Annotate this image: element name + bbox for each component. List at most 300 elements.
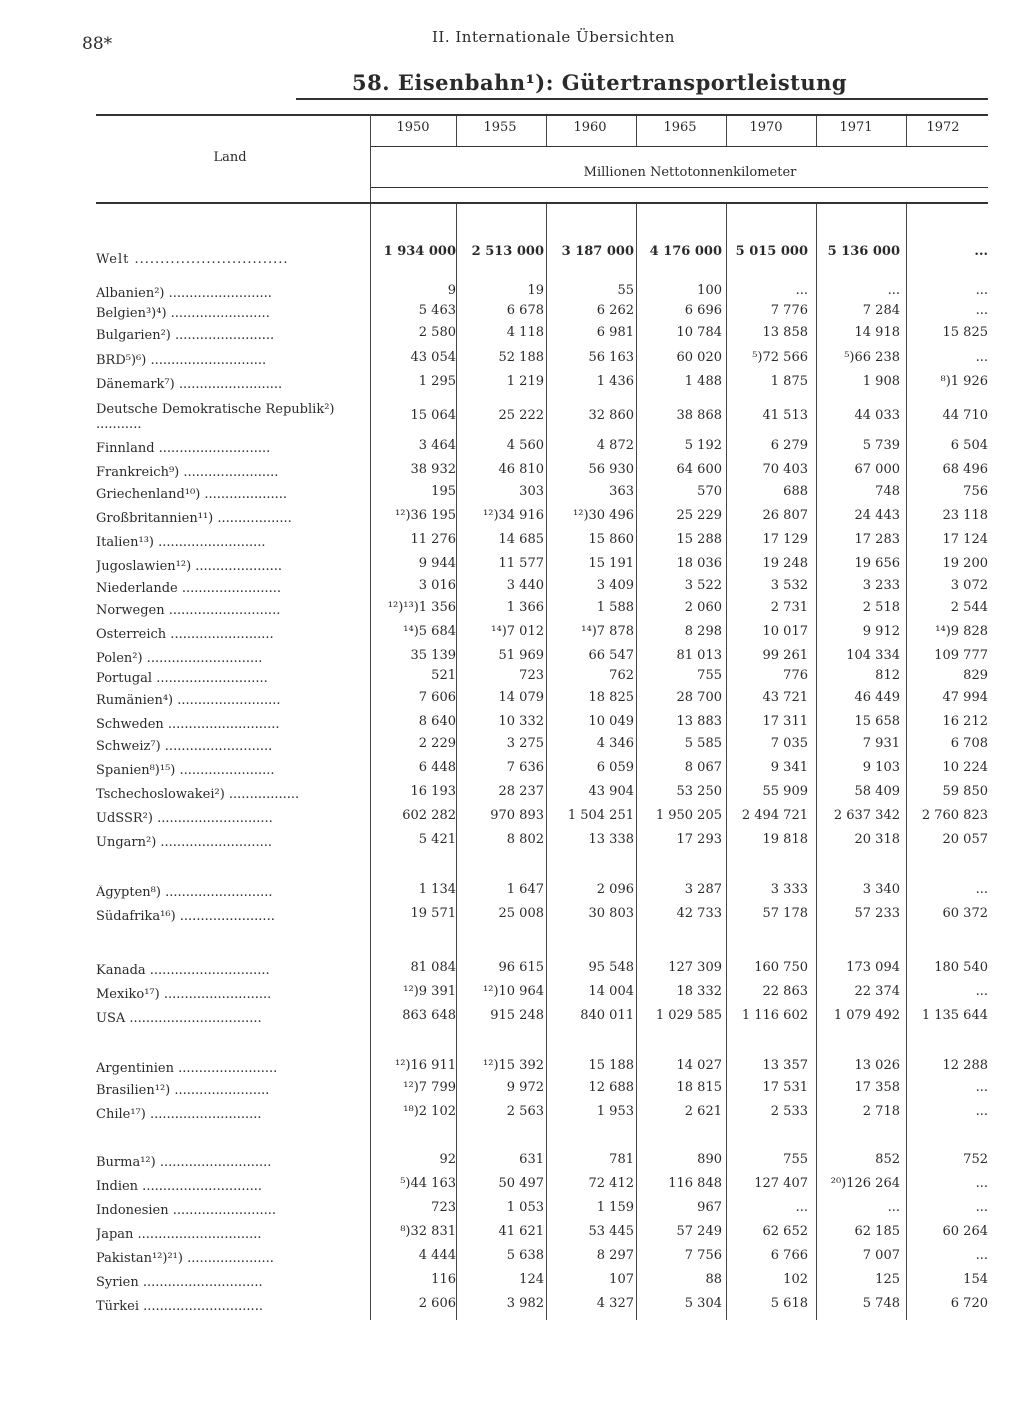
value-cell: ... [887, 283, 900, 298]
table-row [0, 484, 1024, 506]
country-name: Indonesien ......................... [96, 1203, 277, 1218]
value-cell: 7 636 [506, 760, 544, 775]
table-row [0, 532, 1024, 554]
value-cell: 1 295 [418, 374, 456, 389]
value-cell: 18 825 [588, 690, 634, 705]
value-cell: 688 [783, 484, 808, 499]
table-row [0, 508, 1024, 530]
value-cell: 17 129 [762, 532, 808, 547]
value-cell: 5 421 [418, 832, 456, 847]
value-cell: 56 930 [588, 462, 634, 477]
country-name: Deutsche Demokratische Republik²) ........... [96, 402, 335, 432]
table-row [0, 714, 1024, 736]
header-column-divider [816, 116, 817, 146]
value-cell: 863 648 [402, 1008, 456, 1023]
table-row [0, 402, 1024, 432]
value-cell: 17 124 [942, 532, 988, 547]
value-cell: 570 [697, 484, 722, 499]
value-cell: 10 332 [498, 714, 544, 729]
value-cell: ¹²)30 496 [573, 508, 634, 523]
value-cell: 723 [431, 1200, 456, 1215]
value-cell: 56 163 [588, 350, 634, 365]
value-cell: 127 309 [668, 960, 722, 975]
table-row [0, 832, 1024, 854]
value-cell: 13 338 [588, 832, 634, 847]
country-name: Kanada ............................. [96, 963, 270, 978]
table-row [0, 808, 1024, 830]
country-name: BRD⁵)⁶) ............................ [96, 353, 267, 368]
value-cell: ¹⁴)7 012 [491, 624, 544, 639]
value-cell: 5 585 [684, 736, 722, 751]
table-row [0, 1080, 1024, 1102]
value-cell: 1 134 [418, 882, 456, 897]
value-cell: 15 658 [854, 714, 900, 729]
value-cell: 43 054 [410, 350, 456, 365]
country-name: Brasilien¹²) ....................... [96, 1083, 270, 1098]
value-cell: 116 [431, 1272, 456, 1287]
value-cell: ¹²)16 911 [395, 1058, 456, 1073]
value-cell: 3 532 [770, 578, 808, 593]
value-cell: 32 860 [588, 408, 634, 423]
value-cell: 17 358 [854, 1080, 900, 1095]
value-cell: 67 000 [854, 462, 900, 477]
value-cell: 17 283 [854, 532, 900, 547]
value-cell: ¹⁴)5 684 [403, 624, 456, 639]
value-cell: ... [975, 1200, 988, 1215]
value-cell: 15 860 [588, 532, 634, 547]
value-cell: 4 327 [596, 1296, 634, 1311]
value-cell: 8 640 [418, 714, 456, 729]
value-cell: 19 200 [942, 556, 988, 571]
value-cell: 60 020 [676, 350, 722, 365]
table-row [0, 1008, 1024, 1030]
table-row [0, 736, 1024, 758]
value-cell: 1 875 [770, 374, 808, 389]
value-cell: 2 513 000 [471, 244, 544, 259]
value-cell: 14 004 [588, 984, 634, 999]
value-cell: 8 298 [684, 624, 722, 639]
value-cell: 3 287 [684, 882, 722, 897]
value-cell: 1 488 [684, 374, 722, 389]
value-cell: 6 696 [684, 303, 722, 318]
value-cell: ... [975, 882, 988, 897]
value-cell: 109 777 [934, 648, 988, 663]
value-cell: 38 868 [676, 408, 722, 423]
table-row [0, 690, 1024, 712]
value-cell: ⁸)1 926 [940, 374, 988, 389]
page-number: 88* [82, 34, 113, 54]
value-cell: 28 237 [498, 784, 544, 799]
country-name: Südafrika¹⁶) ....................... [96, 909, 275, 924]
value-cell: 44 033 [854, 408, 900, 423]
country-name: Albanien²) ......................... [96, 286, 272, 301]
value-cell: 967 [697, 1200, 722, 1215]
country-name: Ungarn²) ........................... [96, 835, 272, 850]
value-cell: ... [975, 303, 988, 318]
table-row [0, 374, 1024, 396]
value-cell: 64 600 [676, 462, 722, 477]
value-cell: ¹⁴)9 828 [935, 624, 988, 639]
value-cell: 41 621 [498, 1224, 544, 1239]
value-cell: 15 064 [410, 408, 456, 423]
value-cell: 15 288 [676, 532, 722, 547]
value-cell: ²⁰)126 264 [830, 1176, 900, 1191]
value-cell: 2 494 721 [741, 808, 808, 823]
unit-header: Millionen Nettotonnenkilometer [583, 165, 797, 180]
value-cell: 2 563 [506, 1104, 544, 1119]
table-row [0, 1296, 1024, 1318]
value-cell: 70 403 [762, 462, 808, 477]
table-row [0, 668, 1024, 690]
value-cell: 9 [447, 283, 456, 298]
value-cell: 723 [519, 668, 544, 683]
value-cell: 7 284 [862, 303, 900, 318]
value-cell: ... [975, 350, 988, 365]
value-cell: 1 219 [506, 374, 544, 389]
value-cell: 25 222 [498, 408, 544, 423]
value-cell: ... [974, 244, 988, 259]
value-cell: 7 931 [862, 736, 900, 751]
value-cell: 96 615 [498, 960, 544, 975]
value-cell: 829 [963, 668, 988, 683]
value-cell: 1 159 [596, 1200, 634, 1215]
value-cell: 1 588 [596, 600, 634, 615]
value-cell: 47 994 [942, 690, 988, 705]
value-cell: ... [975, 984, 988, 999]
value-cell: 11 577 [498, 556, 544, 571]
body-top-rule [96, 202, 988, 204]
header-column-divider [726, 116, 727, 146]
value-cell: 19 248 [762, 556, 808, 571]
value-cell: 116 848 [668, 1176, 722, 1191]
header-top-rule [96, 114, 988, 116]
value-cell: 776 [783, 668, 808, 683]
country-name: Niederlande ........................ [96, 581, 282, 596]
value-cell: ... [795, 1200, 808, 1215]
value-cell: 19 818 [762, 832, 808, 847]
value-cell: 970 893 [490, 808, 544, 823]
value-cell: 852 [875, 1152, 900, 1167]
value-cell: 9 341 [770, 760, 808, 775]
value-cell: 19 [527, 283, 544, 298]
country-name: Japan .............................. [96, 1227, 262, 1242]
value-cell: 6 504 [950, 438, 988, 453]
value-cell: 10 224 [942, 760, 988, 775]
value-cell: 11 276 [410, 532, 456, 547]
table-row [0, 1152, 1024, 1174]
value-cell: 4 346 [596, 736, 634, 751]
value-cell: 46 810 [498, 462, 544, 477]
value-cell: ¹²)15 392 [483, 1058, 544, 1073]
value-cell: ¹⁴)7 878 [581, 624, 634, 639]
table-row [0, 960, 1024, 982]
value-cell: 755 [697, 668, 722, 683]
value-cell: 107 [609, 1272, 634, 1287]
country-name: Portugal ........................... [96, 671, 268, 686]
value-cell: 890 [697, 1152, 722, 1167]
value-cell: 58 409 [854, 784, 900, 799]
value-cell: 4 176 000 [649, 244, 722, 259]
table-row [0, 1200, 1024, 1222]
value-cell: 3 275 [506, 736, 544, 751]
value-cell: 6 720 [950, 1296, 988, 1311]
value-cell: 42 733 [676, 906, 722, 921]
value-cell: 22 863 [762, 984, 808, 999]
running-head: II. Internationale Übersichten [432, 28, 675, 46]
table-row [0, 600, 1024, 622]
country-name: Ägypten⁸) .......................... [96, 885, 273, 900]
value-cell: 1 647 [506, 882, 544, 897]
country-name: Chile¹⁷) ........................... [96, 1107, 262, 1122]
value-cell: 3 409 [596, 578, 634, 593]
value-cell: 15 825 [942, 325, 988, 340]
country-name: Mexiko¹⁷) .......................... [96, 987, 272, 1002]
value-cell: 23 118 [942, 508, 988, 523]
value-cell: 840 011 [580, 1008, 634, 1023]
value-cell: ⁸)32 831 [400, 1224, 456, 1239]
year-header: 1970 [749, 120, 783, 135]
value-cell: 4 560 [506, 438, 544, 453]
value-cell: 124 [519, 1272, 544, 1287]
value-cell: ¹²)9 391 [403, 984, 456, 999]
value-cell: 88 [705, 1272, 722, 1287]
value-cell: 2 637 342 [833, 808, 900, 823]
value-cell: 9 103 [862, 760, 900, 775]
year-header: 1965 [663, 120, 697, 135]
country-name: Griechenland¹⁰) .................... [96, 487, 288, 502]
table-row [0, 1058, 1024, 1080]
value-cell: 30 803 [588, 906, 634, 921]
top-rule [296, 98, 988, 100]
table-row [0, 350, 1024, 372]
country-name: Spanien⁸)¹⁵) ....................... [96, 763, 275, 778]
value-cell: ¹²)7 799 [403, 1080, 456, 1095]
table-row [0, 648, 1024, 670]
country-name: Österreich ......................... [96, 627, 274, 642]
value-cell: 125 [875, 1272, 900, 1287]
value-cell: 92 [439, 1152, 456, 1167]
value-cell: 3 333 [770, 882, 808, 897]
country-name: Burma¹²) ........................... [96, 1155, 272, 1170]
value-cell: 10 784 [676, 325, 722, 340]
year-header: 1950 [396, 120, 430, 135]
table-row [0, 578, 1024, 600]
value-cell: 12 688 [588, 1080, 634, 1095]
table-row [0, 1104, 1024, 1126]
country-name: UdSSR²) ............................ [96, 811, 273, 826]
header-column-divider [906, 116, 907, 146]
value-cell: 812 [875, 668, 900, 683]
value-cell: 6 059 [596, 760, 634, 775]
value-cell: 755 [783, 1152, 808, 1167]
value-cell: 104 334 [846, 648, 900, 663]
value-cell: 3 982 [506, 1296, 544, 1311]
value-cell: 28 700 [676, 690, 722, 705]
value-cell: 57 178 [762, 906, 808, 921]
value-cell: 3 340 [862, 882, 900, 897]
table-row [0, 1224, 1024, 1246]
value-cell: 6 448 [418, 760, 456, 775]
value-cell: 5 192 [684, 438, 722, 453]
year-header: 1960 [573, 120, 607, 135]
value-cell: 9 912 [862, 624, 900, 639]
year-header: 1971 [839, 120, 873, 135]
value-cell: 1 116 602 [741, 1008, 808, 1023]
value-cell: 25 229 [676, 508, 722, 523]
value-cell: 62 185 [854, 1224, 900, 1239]
value-cell: ⁵)66 238 [844, 350, 900, 365]
value-cell: 3 440 [506, 578, 544, 593]
value-cell: 3 233 [862, 578, 900, 593]
country-name: Italien¹³) .......................... [96, 535, 266, 550]
value-cell: 14 685 [498, 532, 544, 547]
value-cell: 2 760 823 [921, 808, 988, 823]
value-cell: 2 718 [862, 1104, 900, 1119]
value-cell: ¹⁸)2 102 [403, 1104, 456, 1119]
value-cell: 915 248 [490, 1008, 544, 1023]
value-cell: 8 802 [506, 832, 544, 847]
value-cell: 53 445 [588, 1224, 634, 1239]
value-cell: 10 049 [588, 714, 634, 729]
value-cell: 20 057 [942, 832, 988, 847]
value-cell: 5 463 [418, 303, 456, 318]
value-cell: 18 036 [676, 556, 722, 571]
value-cell: 5 638 [506, 1248, 544, 1263]
value-cell: 1 029 585 [655, 1008, 722, 1023]
country-name: Frankreich⁹) ....................... [96, 465, 279, 480]
value-cell: 60 372 [942, 906, 988, 921]
table-row [0, 624, 1024, 646]
table-row [0, 1248, 1024, 1270]
value-cell: 4 872 [596, 438, 634, 453]
value-cell: 19 571 [410, 906, 456, 921]
table-row [0, 784, 1024, 806]
value-cell: 173 094 [846, 960, 900, 975]
value-cell: 2 621 [684, 1104, 722, 1119]
value-cell: 180 540 [934, 960, 988, 975]
value-cell: 59 850 [942, 784, 988, 799]
value-cell: ⁵)44 163 [400, 1176, 456, 1191]
header-bottom-rule [370, 187, 988, 188]
value-cell: 8 067 [684, 760, 722, 775]
table-row [0, 325, 1024, 347]
value-cell: 1 436 [596, 374, 634, 389]
value-cell: 52 188 [498, 350, 544, 365]
value-cell: 68 496 [942, 462, 988, 477]
value-cell: 5 015 000 [735, 244, 808, 259]
value-cell: 95 548 [588, 960, 634, 975]
value-cell: 14 079 [498, 690, 544, 705]
value-cell: 521 [431, 668, 456, 683]
value-cell: 1 953 [596, 1104, 634, 1119]
value-cell: 5 748 [862, 1296, 900, 1311]
value-cell: 100 [697, 283, 722, 298]
value-cell: 7 007 [862, 1248, 900, 1263]
value-cell: 5 739 [862, 438, 900, 453]
value-cell: 4 444 [418, 1248, 456, 1263]
value-cell: 17 531 [762, 1080, 808, 1095]
value-cell: 14 918 [854, 325, 900, 340]
country-name: Norwegen ........................... [96, 603, 281, 618]
value-cell: 756 [963, 484, 988, 499]
value-cell: 8 297 [596, 1248, 634, 1263]
table-row [0, 303, 1024, 325]
value-cell: ¹²)34 916 [483, 508, 544, 523]
value-cell: 2 533 [770, 1104, 808, 1119]
country-name: Pakistan¹²)²¹) ..................... [96, 1251, 274, 1266]
country-name: Dänemark⁷) ......................... [96, 377, 283, 392]
value-cell: 55 909 [762, 784, 808, 799]
value-cell: 50 497 [498, 1176, 544, 1191]
value-cell: 2 060 [684, 600, 722, 615]
year-header: 1955 [483, 120, 517, 135]
value-cell: ... [975, 1248, 988, 1263]
value-cell: 55 [617, 283, 634, 298]
table-row [0, 882, 1024, 904]
value-cell: ... [975, 283, 988, 298]
value-cell: 2 606 [418, 1296, 456, 1311]
value-cell: 6 708 [950, 736, 988, 751]
country-name: Finnland ........................... [96, 441, 271, 456]
value-cell: 43 904 [588, 784, 634, 799]
value-cell: ¹²)36 195 [395, 508, 456, 523]
table-row [0, 283, 1024, 305]
table-row [0, 760, 1024, 782]
value-cell: 127 407 [754, 1176, 808, 1191]
value-cell: 12 288 [942, 1058, 988, 1073]
value-cell: 38 932 [410, 462, 456, 477]
value-cell: 748 [875, 484, 900, 499]
value-cell: ¹²)10 964 [483, 984, 544, 999]
value-cell: ... [975, 1104, 988, 1119]
value-cell: 5 304 [684, 1296, 722, 1311]
country-name: Bulgarien²) ........................ [96, 328, 275, 343]
value-cell: 2 544 [950, 600, 988, 615]
country-name: USA ................................ [96, 1011, 262, 1026]
value-cell: 43 721 [762, 690, 808, 705]
value-cell: 51 969 [498, 648, 544, 663]
value-cell: 631 [519, 1152, 544, 1167]
value-cell: 1 504 251 [567, 808, 634, 823]
value-cell: 3 187 000 [561, 244, 634, 259]
value-cell: 6 279 [770, 438, 808, 453]
value-cell: 752 [963, 1152, 988, 1167]
value-cell: 1 053 [506, 1200, 544, 1215]
value-cell: 35 139 [410, 648, 456, 663]
value-cell: 102 [783, 1272, 808, 1287]
header-column-divider [636, 116, 637, 146]
value-cell: 15 191 [588, 556, 634, 571]
value-cell: 13 357 [762, 1058, 808, 1073]
value-cell: 41 513 [762, 408, 808, 423]
table-row [0, 906, 1024, 928]
value-cell: 99 261 [762, 648, 808, 663]
country-name: Rumänien⁴) ......................... [96, 693, 281, 708]
table-row [0, 1176, 1024, 1198]
value-cell: 1 135 644 [921, 1008, 988, 1023]
value-cell: 26 807 [762, 508, 808, 523]
value-cell: 6 981 [596, 325, 634, 340]
value-cell: ... [795, 283, 808, 298]
header-column-divider [456, 116, 457, 146]
value-cell: 60 264 [942, 1224, 988, 1239]
value-cell: 13 883 [676, 714, 722, 729]
value-cell: 3 016 [418, 578, 456, 593]
table-row [0, 462, 1024, 484]
value-cell: 57 249 [676, 1224, 722, 1239]
value-cell: 17 293 [676, 832, 722, 847]
value-cell: 303 [519, 484, 544, 499]
